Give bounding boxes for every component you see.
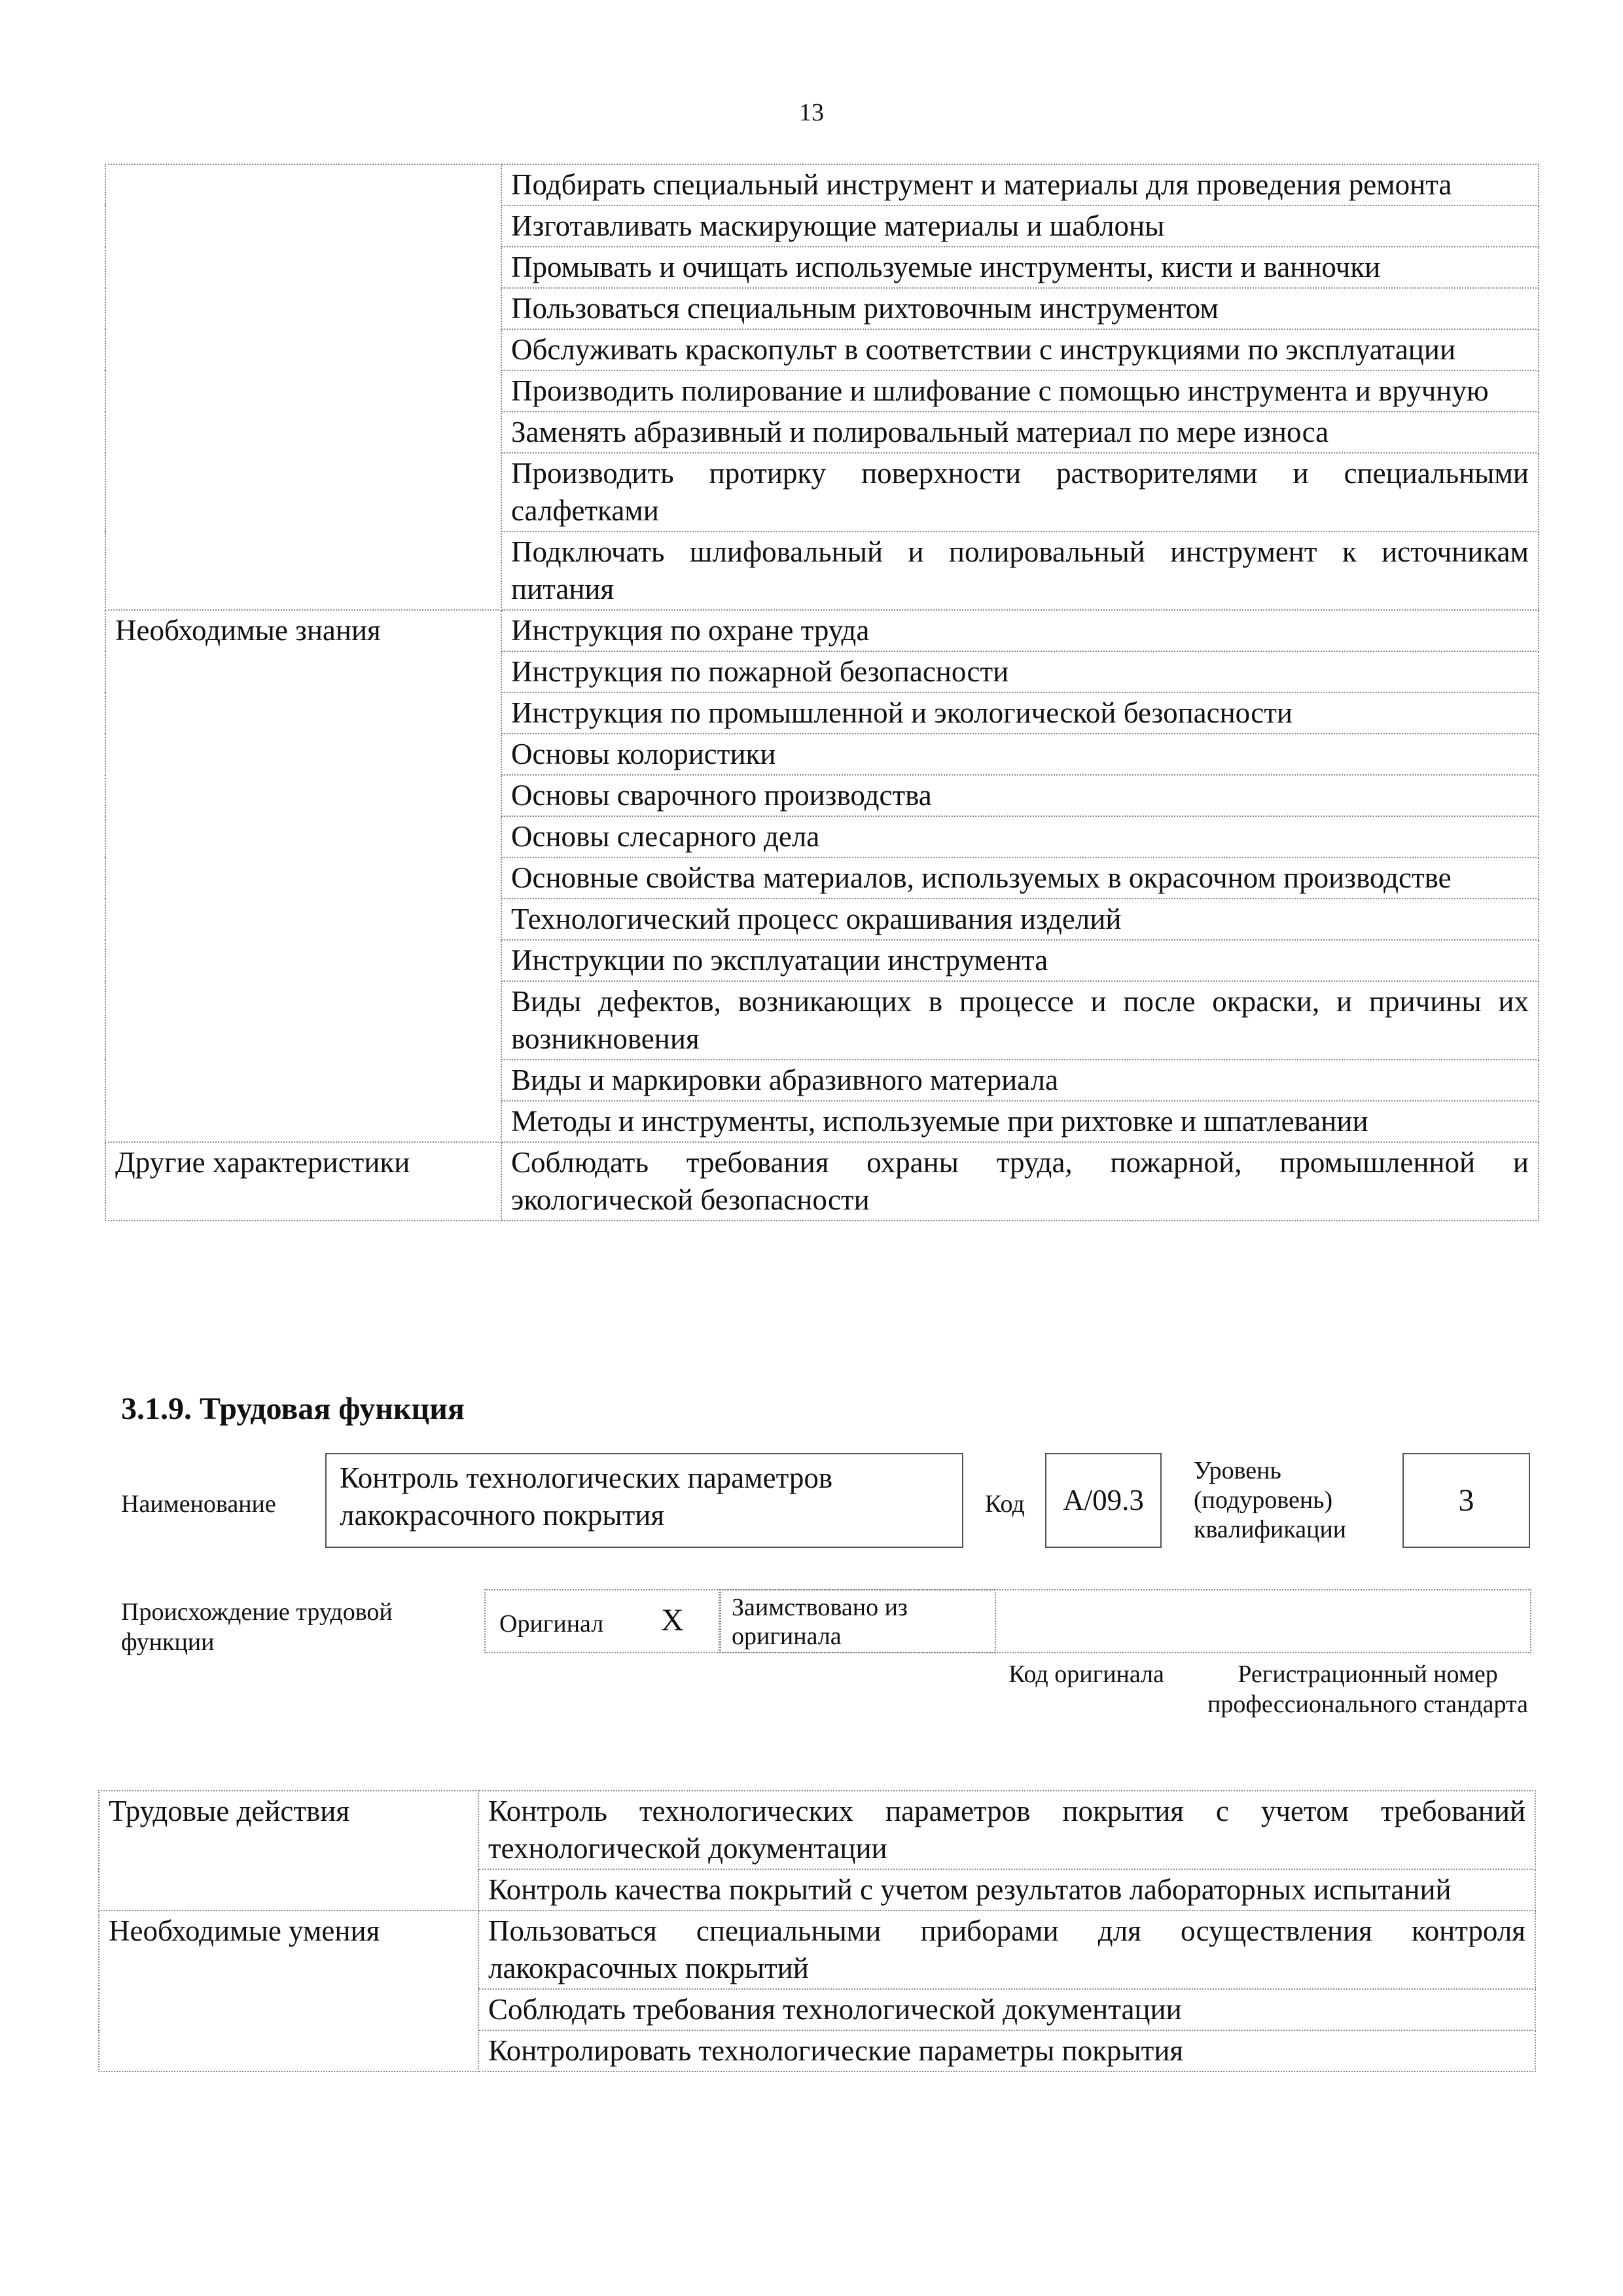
list-item: Соблюдать требования охраны труда, пожарной, промышленной и экологической безопасности: [501, 1142, 1539, 1221]
name-value-box: [325, 1453, 963, 1548]
list-item: Подбирать специальный инструмент и материалы для проведения ремонта: [501, 164, 1539, 206]
borrowed-label: Заимствовано из оригинала: [732, 1594, 908, 1650]
list-item: Соблюдать требования технологической документации: [478, 1989, 1535, 2030]
labor-functions-table: [98, 1790, 1536, 2072]
skills-knowledge-table: [105, 164, 1539, 1221]
list-item: Инструкции по эксплуатации инструмента: [501, 940, 1539, 981]
list-item: Контролировать технологические параметры покрытия: [478, 2030, 1535, 2072]
list-item: Основы колористики: [501, 734, 1539, 775]
list-item: Промывать и очищать используемые инструменты, кисти и ванночки: [501, 247, 1539, 288]
reg-number-caption: Регистрационный номер профессионального стандарта: [1207, 1660, 1528, 1718]
list-item: Основы слесарного дела: [501, 816, 1539, 857]
level-label: Уровень (подуровень) квалификации: [1194, 1457, 1347, 1543]
list-item: Основы сварочного производства: [501, 775, 1539, 816]
list-item: Контроль технологических параметров покрытия с учетом требований технологической документации: [478, 1791, 1535, 1869]
section-title: 3.1.9. Трудовая функция: [121, 1391, 465, 1426]
level-value: 3: [1402, 1453, 1530, 1548]
row-label-other: Другие характеристики: [105, 1142, 501, 1221]
list-item: Основные свойства материалов, используемых в окрасочном производстве: [501, 857, 1539, 899]
table-row: [105, 1142, 1539, 1221]
list-item: Инструкция по пожарной безопасности: [501, 651, 1539, 692]
page-number: 13: [799, 99, 824, 126]
list-item: Инструкция по охране труда: [501, 610, 1539, 651]
table1-body: [105, 164, 1539, 1221]
list-item: Технологический процесс окрашивания изделий: [501, 899, 1539, 940]
name-label: Наименование: [121, 1490, 276, 1518]
original-mark: X: [661, 1603, 684, 1638]
list-item: Заменять абразивный и полировальный материал по мере износа: [501, 412, 1539, 453]
table2-body: [99, 1791, 1535, 2072]
table-row: [99, 1791, 1535, 1869]
row-label-knowledge: Необходимые знания: [105, 610, 501, 1142]
code-value: A/09.3: [1045, 1453, 1162, 1548]
table-row: [105, 610, 1539, 651]
list-item: Методы и инструменты, используемые при рихтовке и шпатлевании: [501, 1101, 1539, 1142]
row-label: [105, 164, 501, 610]
code-original-caption: Код оригинала: [1008, 1660, 1164, 1688]
list-item: Пользоваться специальными приборами для осуществления контроля лакокрасочных покрытий: [478, 1910, 1535, 1989]
original-label: Оригинал: [499, 1610, 604, 1638]
list-item: Виды и маркировки абразивного материала: [501, 1060, 1539, 1101]
table-row: [105, 164, 1539, 206]
list-item: Производить полирование и шлифование с помощью инструмента и вручную: [501, 370, 1539, 412]
list-item: Изготавливать маскирующие материалы и шаблоны: [501, 206, 1539, 247]
table-row: [99, 1910, 1535, 1989]
list-item: Пользоваться специальным рихтовочным инструментом: [501, 288, 1539, 329]
list-item: Инструкция по промышленной и экологической безопасности: [501, 692, 1539, 734]
list-item: Производить протирку поверхности растворителями и специальными салфетками: [501, 453, 1539, 531]
list-item: Виды дефектов, возникающих в процессе и после окраски, и причины их возникновения: [501, 981, 1539, 1060]
list-item: Обслуживать краскопульт в соответствии с инструкциями по эксплуатации: [501, 329, 1539, 370]
list-item: Подключать шлифовальный и полировальный инструмент к источникам питания: [501, 531, 1539, 610]
name-value: Контроль технологических параметров лакокрасочного покрытия: [340, 1462, 833, 1532]
row-label-actions: Трудовые действия: [99, 1791, 478, 1910]
row-label-skills: Необходимые умения: [99, 1910, 478, 2072]
origin-label: Происхождение трудовой функции: [121, 1598, 393, 1656]
code-label: Код: [985, 1490, 1025, 1518]
list-item: Контроль качества покрытий с учетом результатов лабораторных испытаний: [478, 1869, 1535, 1910]
